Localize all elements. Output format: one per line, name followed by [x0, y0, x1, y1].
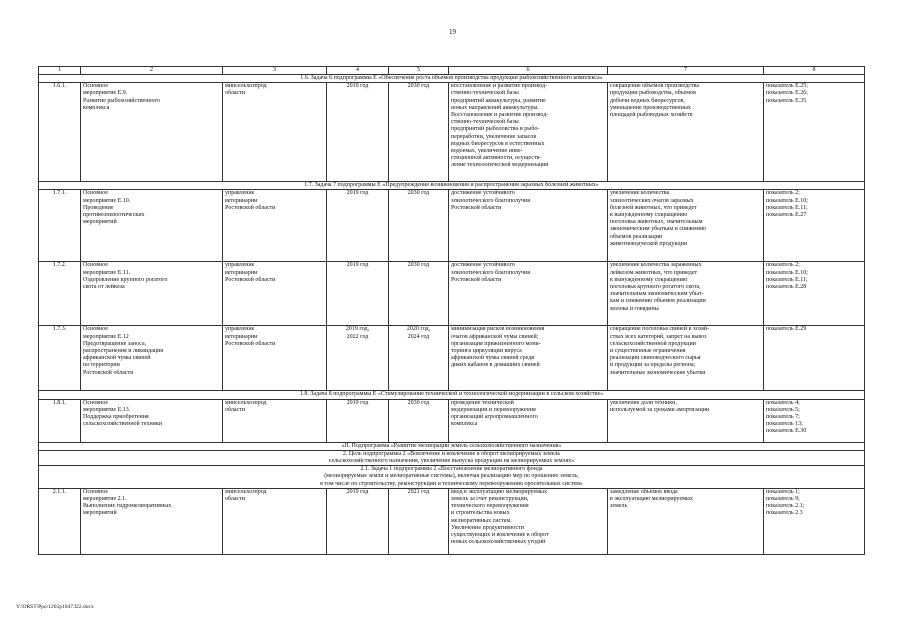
end-date: 2020 год, 2024 год	[389, 326, 449, 391]
section-heading: 1.7. Задача 7 подпрограммы Е «Предупреждение возникновения и распространения заразных болезней животных»	[39, 182, 865, 190]
column-number: 6	[449, 67, 608, 75]
end-date: 2030 год	[389, 262, 449, 326]
table-row	[39, 190, 865, 262]
start-date: 2019 год, 2022 год	[327, 326, 389, 391]
row-number: 2.1.1.	[39, 488, 81, 554]
indicators: показатель 4; показатель 5; показатель 7; показатель 13; показатель Е.30	[764, 399, 865, 442]
goal-line: 2. Цель подпрограммы 2 «Вовлечение и вовлечение в оборот мелиорируемых земель	[342, 450, 561, 457]
table-row	[39, 326, 865, 391]
consequence: увеличение доли техники, используемой за сроками амортизации	[608, 399, 764, 442]
executor: управление ветеринарии Ростовской области	[223, 262, 327, 326]
goal-line: сельскохозяйственного назначения, увеличение выпуска продукции на мелиорируемых землях»	[328, 458, 575, 465]
consequence: увеличение количества эпизоотических очагов заразных болезней животных, что приведет к вынужденному сокращению поголовья животных, значительным экономическим убыткам и снижению объемов реализации животноводческой продукции	[608, 190, 764, 262]
column-number: 1	[39, 67, 81, 75]
start-date: 2019 год	[327, 190, 389, 262]
measure-name: Основное мероприятие Е.11. Оздоровление крупного рогатого скота от лейкоза	[81, 262, 223, 326]
page-number: 19	[449, 28, 456, 36]
task-line: 2.1. Задача 1 подпрограммы 2 «Восстановление мелиоративного фонда	[360, 466, 543, 473]
column-number: 3	[223, 67, 327, 75]
row-number: 1.6.1.	[39, 83, 81, 182]
indicators: показатель Е.25; показатель Е.26; показатель Е.35	[764, 83, 865, 182]
consequence: увеличение количества зараженных лейкозом животных, что приведет к вынужденному сокращению поголовья крупного рогатого скота, значительным экономическим убыт- кам и снижению объемов реализации молока и говядины	[608, 262, 764, 326]
executor: минсельхозпрод области	[223, 488, 327, 554]
indicators: показатель Е.29	[764, 326, 865, 391]
row-number: 1.7.2.	[39, 262, 81, 326]
executor: управление ветеринарии Ростовской области	[223, 190, 327, 262]
start-date: 2019 год	[327, 399, 389, 442]
section-row	[39, 391, 865, 399]
executor: управление ветеринарии Ростовской области	[223, 326, 327, 391]
end-date: 2021 год	[389, 488, 449, 554]
task-heading	[39, 466, 865, 489]
executor: минсельхозпрод области	[223, 399, 327, 442]
consequence: сокращение объемов производства продукции рыбоводства, объемов добычи водных биоресурсов, уменьшение производственных площадей рыбоводных хозяйств	[608, 83, 764, 182]
table-row	[39, 83, 865, 182]
column-numbers-row	[39, 67, 865, 75]
indicators: показатель 2; показатель Е.10; показатель Е.11; показатель Е.28	[764, 262, 865, 326]
column-number: 8	[764, 67, 865, 75]
measure-name: Основное мероприятие Е.13. Поддержка приобретения сельскохозяйственной техники	[81, 399, 223, 442]
table-row	[39, 262, 865, 326]
expected-result: проведение технической модернизации и перевооружения организаций агропромышленного комплекса	[449, 399, 608, 442]
column-number: 2	[81, 67, 223, 75]
measures-table	[38, 66, 865, 555]
start-date: 2019 год	[327, 488, 389, 554]
end-date: 2030 год	[389, 83, 449, 182]
section-row	[39, 442, 865, 450]
task-line: (мелиорируемые земли и мелиоративные системы), включая реализацию мер по орошению земель,	[324, 473, 579, 480]
start-date: 2019 год	[327, 83, 389, 182]
section-row	[39, 450, 865, 465]
row-number: 1.7.1.	[39, 190, 81, 262]
column-number: 4	[327, 67, 389, 75]
expected-result: ввод в эксплуатацию мелиорируемых земель за счет реконструкции, технического перевооружения и строительства новых мелиоративных систем. Увеличение продуктивности существующих и вовлечение в оборот новых сельскохозяйственных угодий	[449, 488, 608, 554]
end-date: 2030 год	[389, 399, 449, 442]
table-row	[39, 488, 865, 554]
start-date: 2019 год	[327, 262, 389, 326]
table-row	[39, 399, 865, 442]
expected-result: восстановление и развитие производ- ственно-технической базы предприятий аквакультуры, развитие новых направлений аквакультуры. Восстановление и развитие производ- ственно-технической базы предприятий рыболовства и рыбо- переработки, увеличение запасов водных биоресурсов в естественных водоемах, увеличение инве- стиционной активности, осуществ- ление технологической модернизации	[449, 83, 608, 182]
file-path-footer: Y:\ORST\Ppo\1205p1047.f22.docx	[16, 604, 94, 610]
indicators: показатель 1; показатель 9; показатель 2.1; показатель 2.3	[764, 488, 865, 554]
consequence: замедление объемов ввода в эксплуатацию мелиорируемых земель	[608, 488, 764, 554]
measure-name: Основное мероприятие Е.9. Развитие рыбохозяйственного комплекса	[81, 83, 223, 182]
subprogram-heading: «II. Подпрограмма «Развитие мелиорации земель сельскохозяйственного назначения»	[39, 442, 865, 450]
end-date: 2030 год	[389, 190, 449, 262]
task-line: в том числе по строительству, реконструкции и техническому перевооружению оросительных систем»	[320, 480, 583, 487]
measure-name: Основное мероприятие Е.10. Проведение противоэпизоотических мероприятий	[81, 190, 223, 262]
section-heading: 1.8. Задача 8 подпрограммы Е «Стимулирование технической и технологической модернизации в сельском хозяйстве»	[39, 391, 865, 399]
expected-result: достижение устойчивого эпизоотического благополучия Ростовской области	[449, 262, 608, 326]
section-row	[39, 466, 865, 489]
column-number: 5	[389, 67, 449, 75]
indicators: показатель 2; показатель Е.10; показатель Е.11; показатель Е.27	[764, 190, 865, 262]
column-number: 7	[608, 67, 764, 75]
measure-name: Основное мероприятие Е.12 Предотвращение заноса, распространения и ликвидация африканской чумы свиней на территории Ростовской области	[81, 326, 223, 391]
row-number: 1.7.3.	[39, 326, 81, 391]
executor: минсельхозпрод области	[223, 83, 327, 182]
expected-result: достижение устойчивого эпизоотического благополучия Ростовской области	[449, 190, 608, 262]
expected-result: минимизация рисков возникновения очагов африканской чумы свиней; организация прижизненного мони- торинга циркуляции вируса африканской чумы свиней среди диких кабанов в домашних свиней	[449, 326, 608, 391]
section-row	[39, 75, 865, 83]
section-row	[39, 182, 865, 190]
section-heading: 1.6. Задача 6 подпрограммы Е «Обеспечение роста объемов производства продукции рыбохозяйственного комплекса»	[39, 75, 865, 83]
measure-name: Основное мероприятие 2.1. Выполнение гидромелиоративных мероприятий	[81, 488, 223, 554]
row-number: 1.8.1.	[39, 399, 81, 442]
consequence: сокращение поголовья свиней в хозяй- ствах всех категорий, запрет на вывоз сельскохозяйственной продукции и существенные ограничения реализации свиноводческого сырья и продукции за пределы региона; значительные экономические убытки	[608, 326, 764, 391]
goal-heading	[39, 450, 865, 465]
